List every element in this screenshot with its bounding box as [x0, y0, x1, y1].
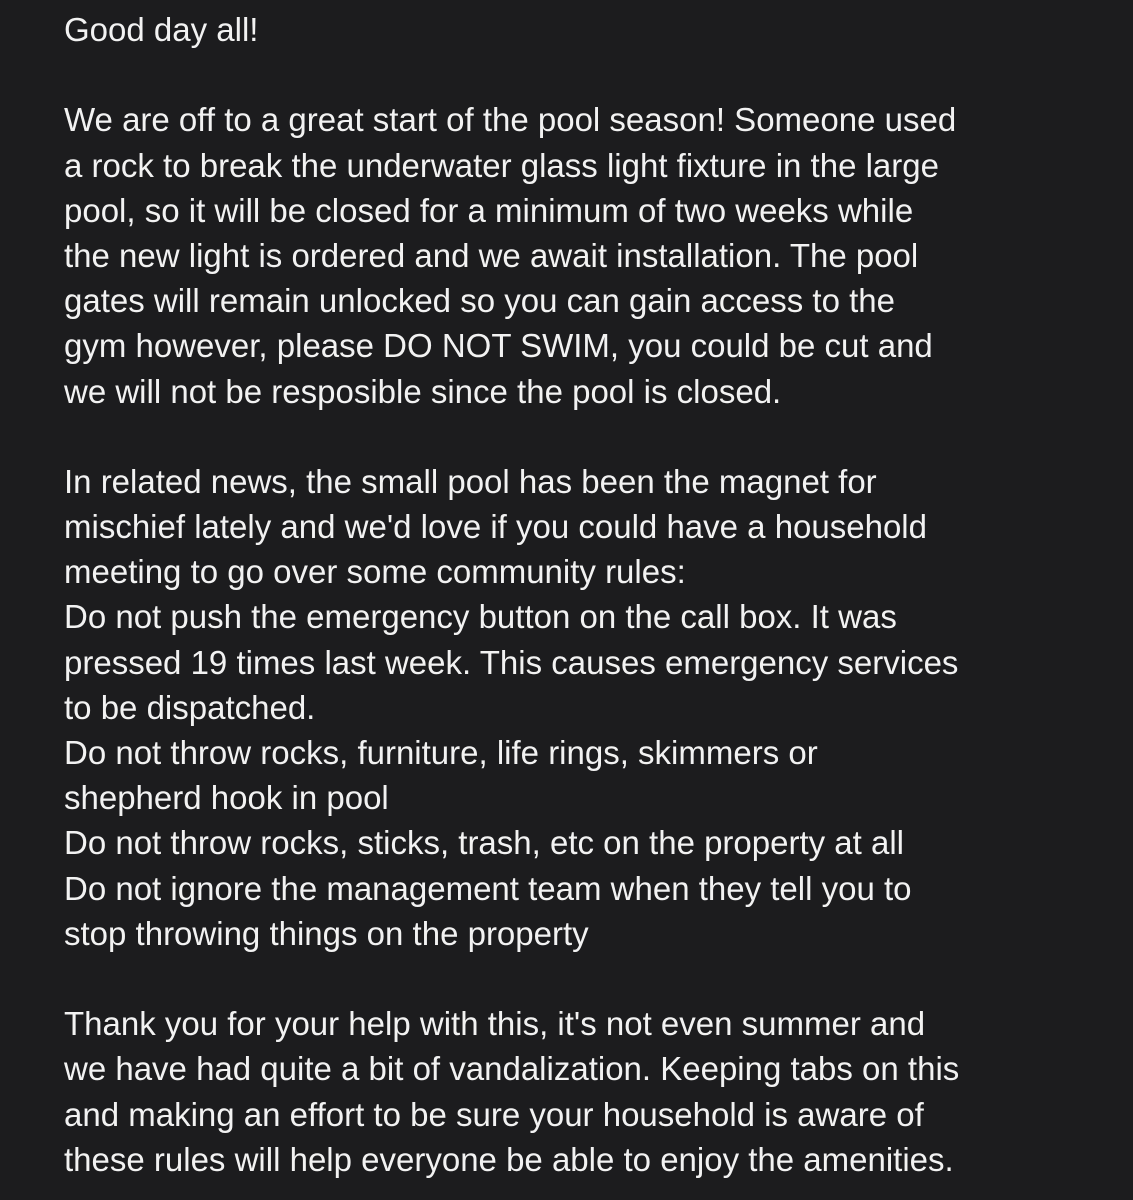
greeting: Good day all!	[64, 11, 259, 48]
rule-item	[64, 594, 1124, 730]
text-line: gates will remain unlocked so you can gain access to the	[64, 282, 895, 320]
text-line: we will not be resposible since the pool is closed.	[64, 372, 782, 410]
text-line: Thank you for your help with this, it's not even summer and	[64, 1005, 926, 1043]
paragraph-break	[64, 52, 1124, 97]
community-rules-list	[64, 594, 1124, 956]
message-body	[64, 7, 1124, 1182]
text-line: the new light is ordered and we await installation. The pool	[64, 236, 919, 274]
pool-closure-paragraph	[64, 97, 1124, 413]
text-line: We are off to a great start of the pool season! Someone used	[64, 101, 957, 139]
text-line: stop throwing things on the property	[64, 914, 589, 952]
text-line: we have had quite a bit of vandalization. Keeping tabs on this	[64, 1050, 960, 1088]
text-line: pool, so it will be closed for a minimum of two weeks while	[64, 191, 914, 229]
related-news-paragraph	[64, 459, 1124, 595]
rule-item	[64, 820, 1124, 865]
text-line: these rules will help everyone be able to enjoy the amenities.	[64, 1140, 954, 1178]
text-line: In related news, the small pool has been the magnet for	[64, 462, 877, 500]
text-line: shepherd hook in pool	[64, 779, 389, 817]
paragraph-break	[64, 956, 1124, 1001]
text-line: a rock to break the underwater glass light fixture in the large	[64, 146, 939, 184]
text-line: and making an effort to be sure your household is aware of	[64, 1095, 924, 1133]
text-line: pressed 19 times last week. This causes emergency services	[64, 643, 959, 681]
closing-paragraph	[64, 1001, 1124, 1182]
text-line: Do not throw rocks, sticks, trash, etc on the property at all	[64, 824, 905, 862]
rule-item	[64, 866, 1124, 956]
text-line: mischief lately and we'd love if you could have a household	[64, 508, 927, 546]
paragraph-break	[64, 414, 1124, 459]
text-line: gym however, please DO NOT SWIM, you could be cut and	[64, 327, 933, 365]
text-line: to be dispatched.	[64, 688, 316, 726]
text-line: Do not push the emergency button on the call box. It was	[64, 598, 897, 636]
text-line: Do not throw rocks, furniture, life rings, skimmers or	[64, 734, 818, 771]
text-line: Do not ignore the management team when they tell you to	[64, 869, 912, 907]
rule-item	[64, 730, 1124, 820]
text-line: meeting to go over some community rules:	[64, 553, 686, 591]
